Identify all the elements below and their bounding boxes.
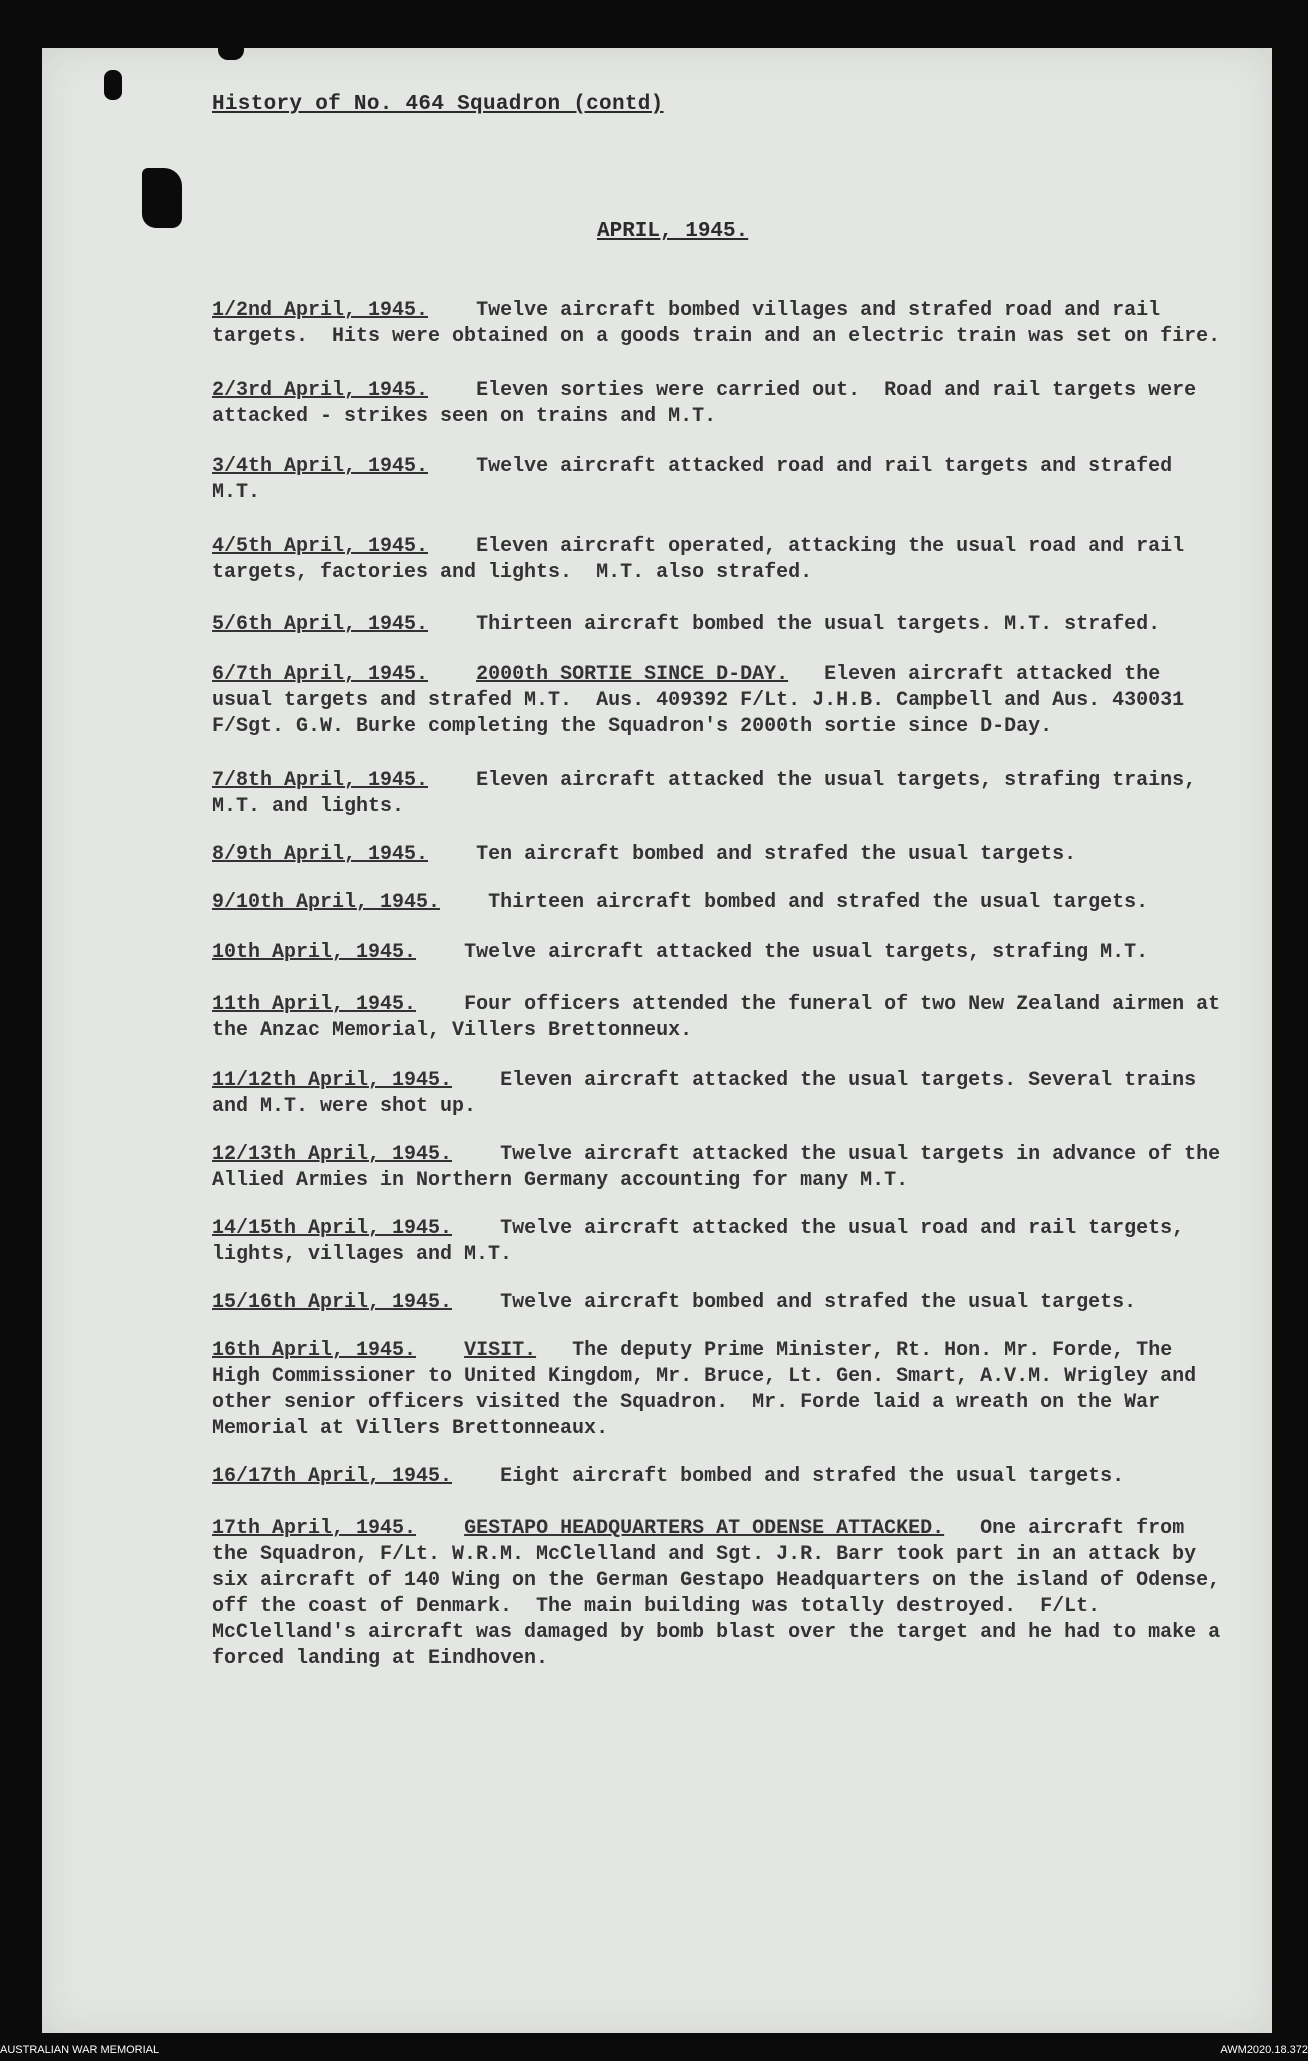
- log-entry: [212, 1516, 1233, 1672]
- entry-date: 8/9th April, 1945.: [212, 843, 429, 866]
- log-entry: [212, 612, 1222, 638]
- entry-text: Thirteen aircraft bombed and strafed the usual targets.: [488, 891, 1149, 914]
- entry-text: Eleven aircraft attacked the usual targets. Several trains and M.T. were shot up.: [212, 1069, 1209, 1118]
- log-entry: [212, 1338, 1222, 1442]
- entry-text: Eleven sorties were carried out. Road and rail targets were attacked - strikes seen on trains and M.T.: [212, 379, 1209, 428]
- log-entry: [212, 768, 1222, 820]
- document-page: [42, 48, 1272, 2033]
- log-entry: [212, 298, 1222, 350]
- entry-date: 4/5th April, 1945.: [212, 535, 429, 558]
- entry-text: Twelve aircraft bombed and strafed the usual targets.: [500, 1291, 1137, 1314]
- entry-date: 17th April, 1945.: [212, 1517, 417, 1540]
- document-text: [42, 48, 1272, 2033]
- entry-text: Twelve aircraft attacked the usual targets in advance of the Allied Armies in Northern Germany accounting for many M.T.: [212, 1143, 1233, 1192]
- entry-date: 3/4th April, 1945.: [212, 455, 429, 478]
- entry-date: 2/3rd April, 1945.: [212, 379, 429, 402]
- entry-text: Twelve aircraft attacked the usual road and rail targets, lights, villages and M.T.: [212, 1217, 1197, 1266]
- entry-date: 11th April, 1945.: [212, 993, 417, 1016]
- entry-text: Twelve aircraft attacked the usual targets, strafing M.T.: [464, 941, 1149, 964]
- entry-date: 14/15th April, 1945.: [212, 1217, 453, 1240]
- entry-date: 5/6th April, 1945.: [212, 613, 429, 636]
- entry-heading: VISIT.: [464, 1339, 537, 1362]
- entry-text: Twelve aircraft bombed villages and strafed road and rail targets. Hits were obtained on a goods train and an electric train was set on fire.: [212, 299, 1221, 348]
- entry-text: Thirteen aircraft bombed the usual targets. M.T. strafed.: [476, 613, 1161, 636]
- entry-text: Ten aircraft bombed and strafed the usual targets.: [476, 843, 1077, 866]
- entry-date: 1/2nd April, 1945.: [212, 299, 429, 322]
- log-entry: [212, 940, 1222, 966]
- log-entry: [212, 454, 1222, 506]
- entry-date: 16/17th April, 1945.: [212, 1465, 453, 1488]
- entry-text: Eleven aircraft operated, attacking the usual road and rail targets, factories and lights. M.T. also strafed.: [212, 535, 1197, 584]
- log-entry: [212, 1142, 1233, 1194]
- entry-text: Eight aircraft bombed and strafed the usual targets.: [500, 1465, 1125, 1488]
- entry-date: 16th April, 1945.: [212, 1339, 417, 1362]
- footer-accession-number: AWM2020.18.372: [1220, 2044, 1308, 2056]
- entry-date: 15/16th April, 1945.: [212, 1291, 453, 1314]
- entry-date: 11/12th April, 1945.: [212, 1069, 453, 1092]
- entry-text: Four officers attended the funeral of two New Zealand airmen at the Anzac Memorial, Villers Brettonneux.: [212, 993, 1233, 1042]
- log-entry: [212, 378, 1222, 430]
- footer-credit: AUSTRALIAN WAR MEMORIAL: [0, 2044, 160, 2056]
- log-entry: [212, 1464, 1222, 1490]
- log-entry: [212, 534, 1222, 586]
- log-entry: [212, 662, 1222, 740]
- document-header-title: History of No. 464 Squadron (contd): [212, 93, 664, 116]
- entry-text: Eleven aircraft attacked the usual targets, strafing trains, M.T. and lights.: [212, 769, 1209, 818]
- log-entry: [212, 890, 1222, 916]
- log-entry: [212, 842, 1222, 868]
- log-entry: [212, 992, 1233, 1044]
- log-entry: [212, 1216, 1222, 1268]
- entry-text: One aircraft from the Squadron, F/Lt. W.R.M. McClelland and Sgt. J.R. Barr took part in an attack by six aircraft of 140 Wing on the German Gestapo Headquarters on the island of Odense, off the coast of Denmark. The main building was totally destroyed. F/Lt. McClelland's aircraft was damaged by bomb blast over the target and he had to make a forced landing at Eindhoven.: [212, 1517, 1233, 1670]
- entry-text: Eleven aircraft attacked the usual targets and strafed M.T. Aus. 409392 F/Lt. J.H.B. Campbell and Aus. 430031 F/Sgt. G.W. Burke completing the Squadron's 2000th sortie since D-Day.: [212, 663, 1197, 738]
- entries-list: [212, 298, 1233, 1672]
- month-heading: APRIL, 1945.: [597, 220, 749, 243]
- log-entry: [212, 1290, 1222, 1316]
- log-entry: [212, 1068, 1222, 1120]
- entry-text: The deputy Prime Minister, Rt. Hon. Mr. Forde, The High Commissioner to United Kingdom, Mr. Bruce, Lt. Gen. Smart, A.V.M. Wrigley and other senior officers visited the Squadron. Mr. Forde laid a wreath on the War Memorial at Villers Brettonneaux.: [212, 1339, 1209, 1440]
- entry-date: 7/8th April, 1945.: [212, 769, 429, 792]
- entry-heading: GESTAPO HEADQUARTERS AT ODENSE ATTACKED.: [464, 1517, 945, 1540]
- entry-date: 6/7th April, 1945.: [212, 663, 429, 686]
- entry-heading: 2000th SORTIE SINCE D-DAY.: [476, 663, 789, 686]
- entry-date: 10th April, 1945.: [212, 941, 417, 964]
- entry-date: 12/13th April, 1945.: [212, 1143, 453, 1166]
- entry-text: Twelve aircraft attacked road and rail targets and strafed M.T.: [212, 455, 1185, 504]
- entry-date: 9/10th April, 1945.: [212, 891, 441, 914]
